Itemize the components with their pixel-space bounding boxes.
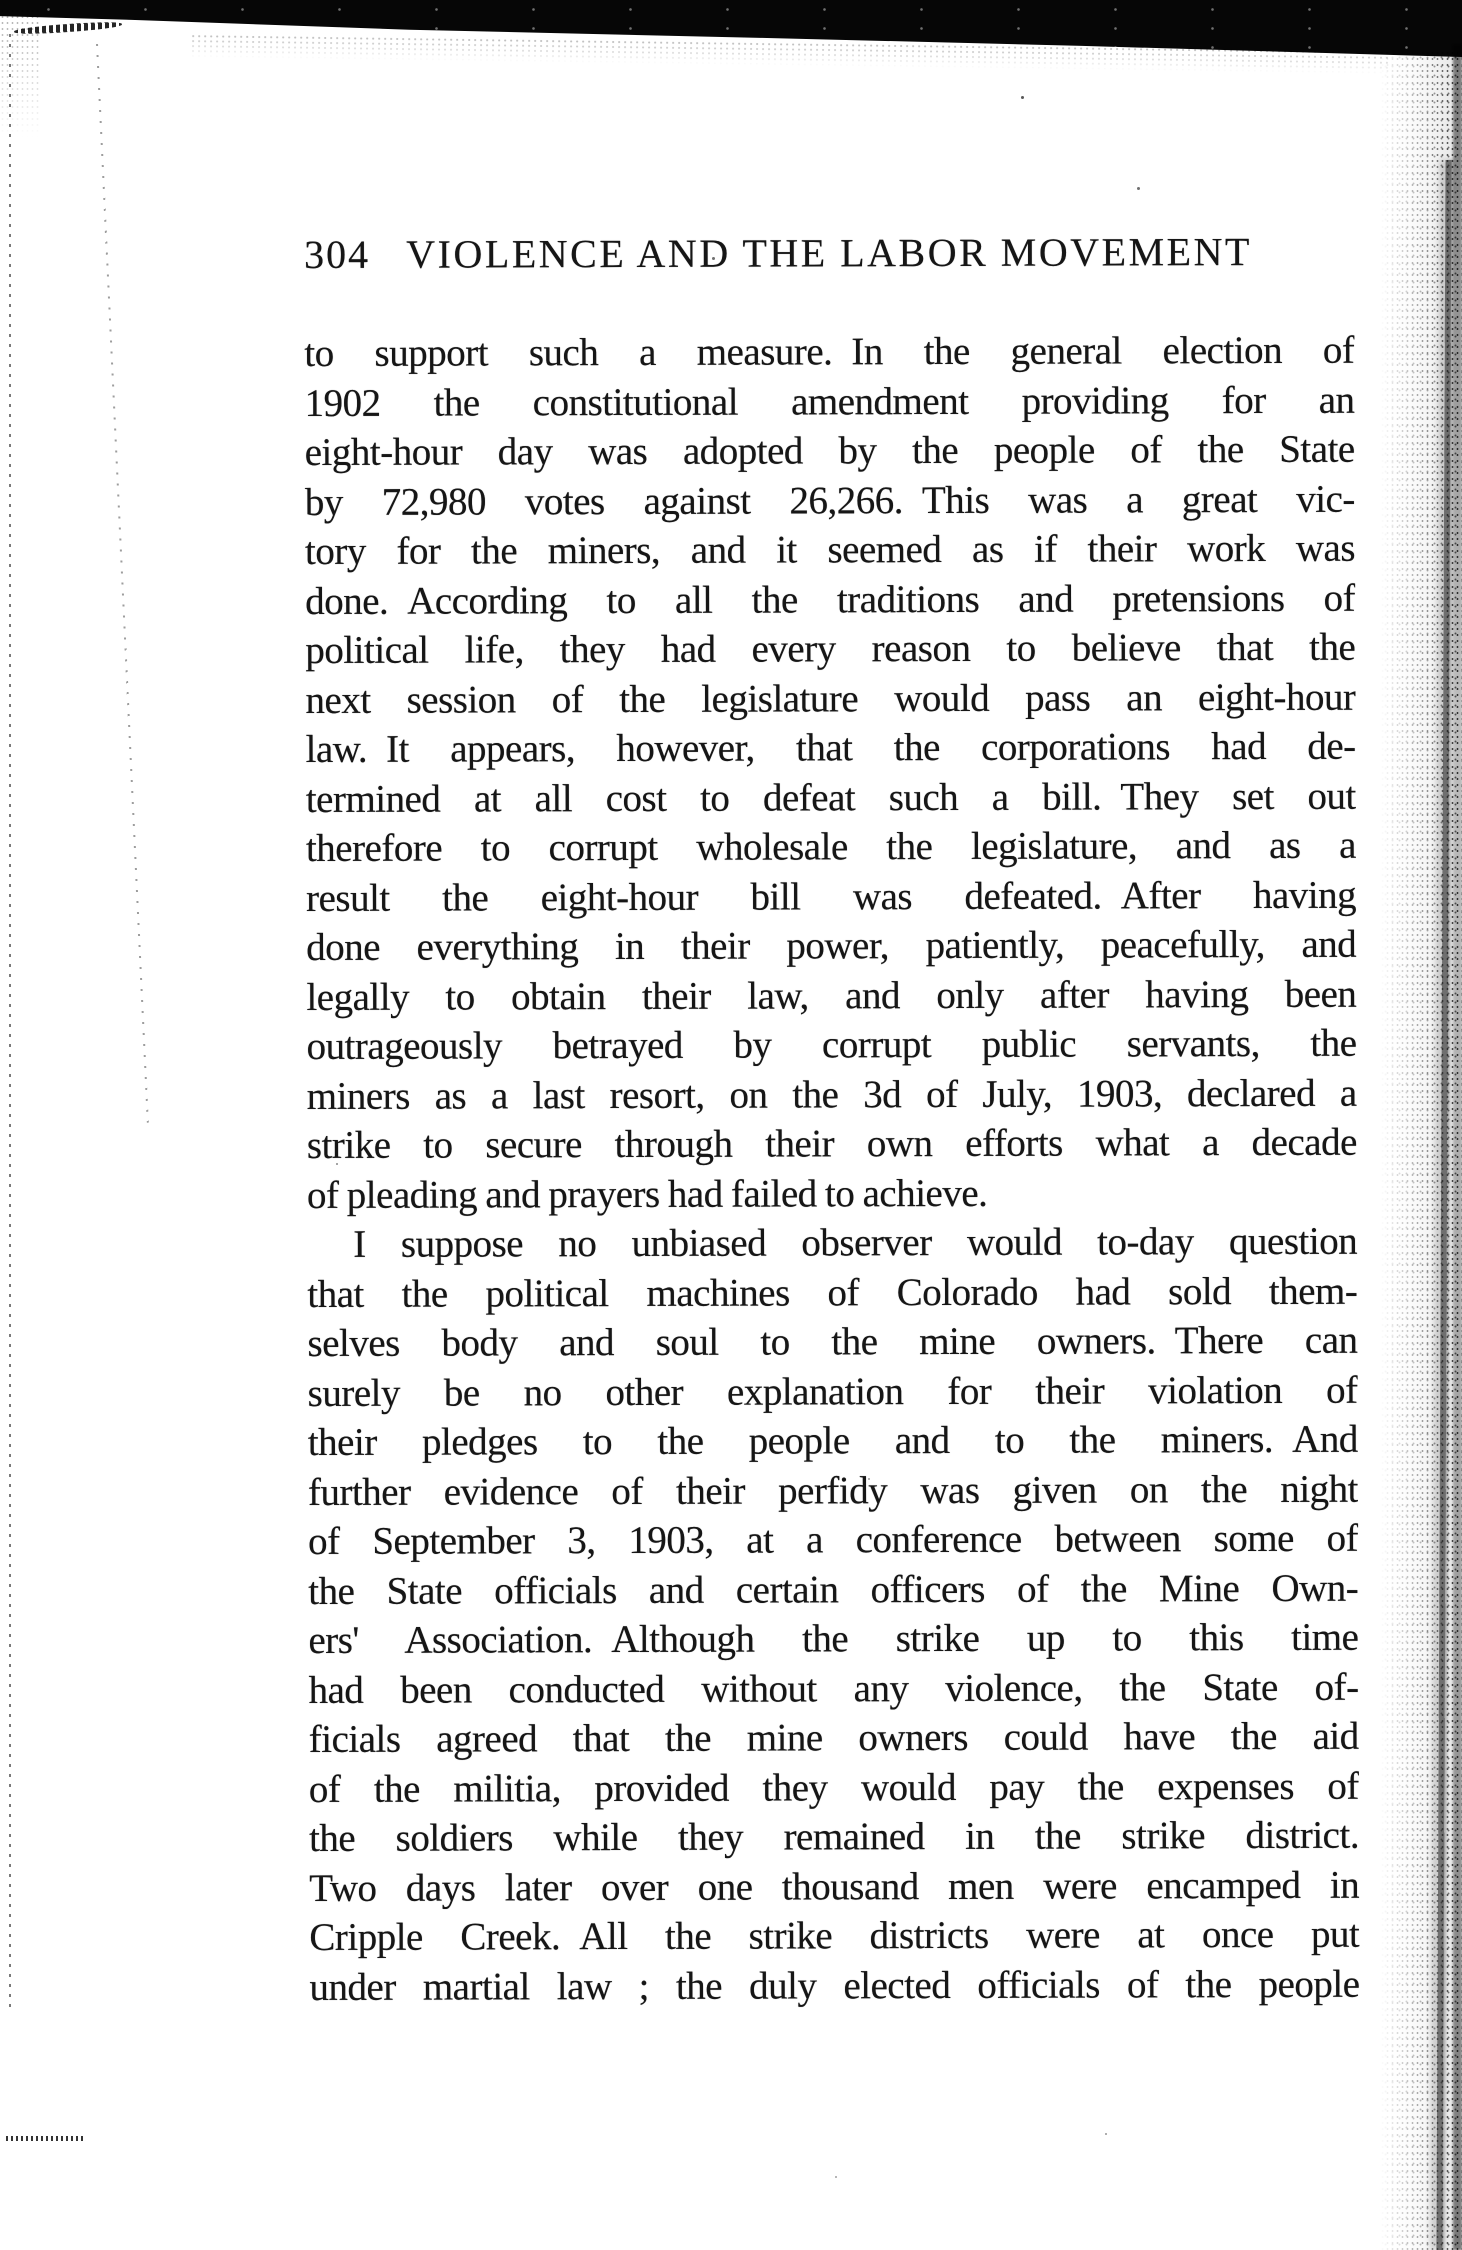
text-line: under martial law ; the duly elected officials of the people (309, 1962, 1360, 2009)
text-line: the soldiers while they remained in the strike district. (308, 1813, 1360, 1860)
scan-left-page-edge-line (96, 44, 149, 1123)
scan-left-binding-line (9, 34, 11, 2014)
text-line: surely be no other explanation for their violation of (307, 1368, 1358, 1415)
text-line: ficials agreed that the mine owners could have the aid (308, 1714, 1359, 1761)
text-line: strike to secure through their own efforts what a decade (306, 1120, 1357, 1167)
ink-speck (1021, 96, 1024, 99)
text-line: outrageously betrayed by corrupt public servants, the (306, 1021, 1357, 1068)
text-line: miners as a last resort, on the 3d of July, 1903, declared a (306, 1071, 1357, 1118)
text-line: eight-hour day was adopted by the people of the State (304, 427, 1355, 474)
running-header (304, 231, 1354, 276)
text-line: Two days later over one thousand men were encamped in (309, 1863, 1360, 1910)
ink-speck (1137, 187, 1140, 190)
text-line: I suppose no unbiased observer would to-day question (353, 1219, 1358, 1266)
text-line: legally to obtain their law, and only after having been (306, 972, 1357, 1019)
page-content (304, 231, 1360, 2012)
text-line: political life, they had every reason to believe that the (305, 625, 1356, 672)
text-line: that the political machines of Colorado had sold them- (307, 1269, 1358, 1316)
text-line: termined at all cost to defeat such a bill. They set out (305, 774, 1356, 821)
text-line: done. According to all the traditions and pretensions of (305, 576, 1356, 623)
text-line: of September 3, 1903, at a conference between some of (308, 1516, 1359, 1563)
text-line: therefore to corrupt wholesale the legislature, and as a (305, 823, 1356, 870)
text-line: their pledges to the people and to the miners. And (307, 1417, 1358, 1464)
text-line: ers' Association. Although the strike up to this time (308, 1615, 1359, 1662)
page-number: 304 (303, 231, 371, 277)
running-title: VIOLENCE AND THE LABOR MOVEMENT (406, 229, 1252, 277)
text-line: done everything in their power, patiently, peacefully, and (306, 922, 1357, 969)
ink-speck (835, 2176, 837, 2178)
text-line: law. It appears, however, that the corporations had de- (305, 724, 1356, 771)
text-line: tory for the miners, and it seemed as if their work was (304, 526, 1356, 573)
body-text (304, 326, 1359, 2012)
text-line: of the militia, provided they would pay the expenses of (308, 1764, 1359, 1811)
text-line: had been conducted without any violence, the State of- (308, 1665, 1359, 1712)
scan-right-page-edge (1453, 45, 1462, 2250)
text-line: the State officials and certain officers of the Mine Own- (308, 1566, 1359, 1613)
text-line: result the eight-hour bill was defeated. After having (306, 873, 1357, 920)
ink-speck (1105, 2133, 1107, 2135)
text-line: next session of the legislature would pass an eight-hour (305, 675, 1356, 722)
text-line: selves body and soul to the mine owners. There can (307, 1318, 1358, 1365)
text-line: Cripple Creek. All the strike districts were at once put (309, 1912, 1360, 1959)
text-line: to support such a measure. In the general election of (304, 328, 1355, 375)
text-line: further evidence of their perfidy was given on the night (307, 1467, 1359, 1514)
scan-bottomleft-mark (6, 2136, 86, 2141)
text-line: 1902 the constitutional amendment providing for an (304, 378, 1355, 425)
text-line: of pleading and prayers had failed to achieve. (306, 1171, 988, 1217)
scan-topleft-noise (0, 8, 40, 138)
text-line: by 72,980 votes against 26,266. This was a great vic- (304, 477, 1355, 524)
